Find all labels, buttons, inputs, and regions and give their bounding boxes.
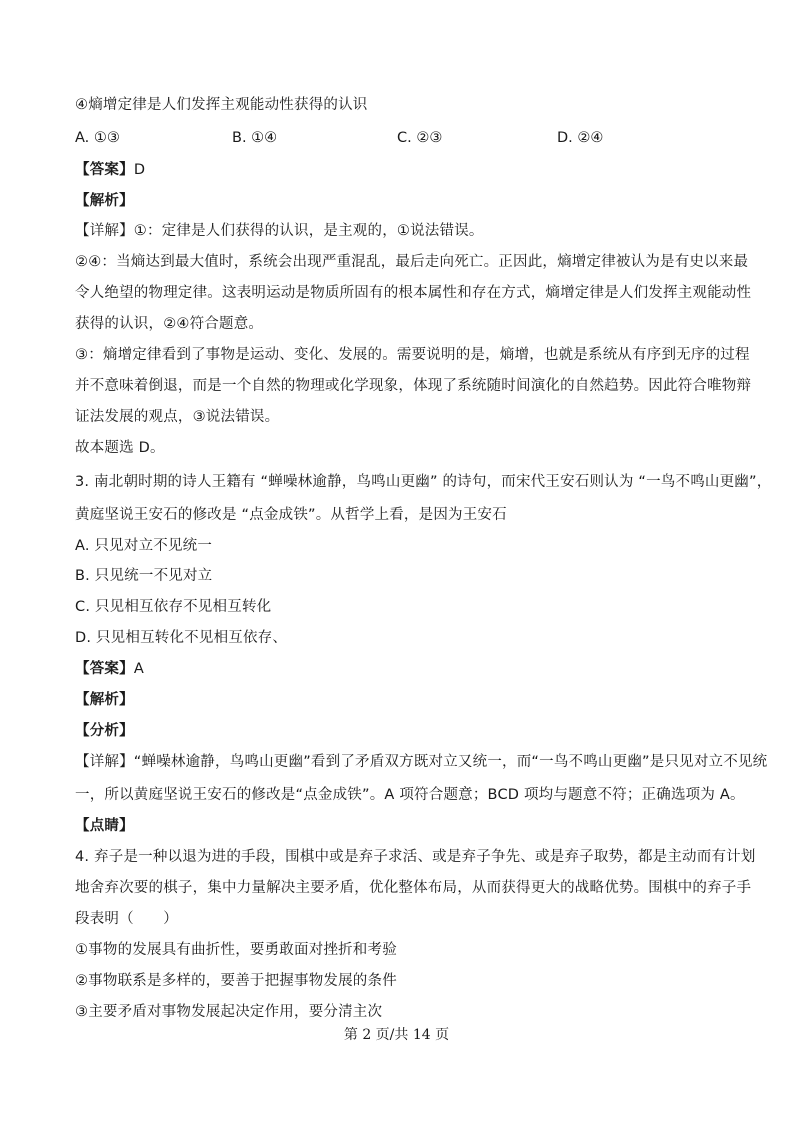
q3-option-c: C. 只见相互依存不见相互转化: [75, 599, 272, 615]
q3-answer-value: A: [133, 661, 144, 677]
q3-detail-line: 一，所以黄庭坚说王安石的修改是“点金成铁”。A 项符合题意；BCD 项均与题意不符；正确选项为 A。: [75, 787, 745, 803]
detail-line: 令人绝望的物理定律。这表明运动是物质所固有的根本属性和存在方式，熵增定律是人们发挥主观能动性: [75, 285, 752, 301]
q4-stem-line: 地舍弃次要的棋子，集中力量解决主要矛盾，优化整体布局，从而获得更大的战略优势。围棋中的弃子手: [75, 880, 752, 896]
q4-item-2: ②事物联系是多样的，要善于把握事物发展的条件: [75, 973, 397, 989]
page-number: 第 2 页/共 14 页: [343, 1027, 450, 1043]
detail-line: 获得的认识，②④符合题意。: [75, 316, 264, 332]
detail-line: ②④：当熵达到最大值时，系统会出现严重混乱，最后走向死亡。正因此，熵增定律被认为是有史以来最: [75, 254, 749, 270]
q3-stem-line: 黄庭坚说王安石的修改是 “点金成铁”。从哲学上看，是因为王安石: [75, 507, 507, 523]
q3-option-d: D. 只见相互转化不见相互依存、: [75, 630, 288, 646]
choice-d: D. ②④: [557, 130, 604, 146]
q3-dianjing-label: 【点睛】: [75, 818, 134, 834]
answer-label: 【答案】: [75, 162, 134, 178]
detail-line: 并不意味着倒退，而是一个自然的物理或化学现象，体现了系统随时间演化的自然趋势。因此符合唯物辩: [75, 378, 752, 394]
q3-option-a: A. 只见对立不见统一: [75, 538, 213, 554]
answer-line: [75, 160, 145, 180]
choice-a: A. ①③: [75, 130, 120, 146]
q3-stem-line: 3. 南北朝时期的诗人王籍有 “蝉噪林逾静，鸟鸣山更幽” 的诗句，而宋代王安石则认为 “一鸟不鸣山更幽”，: [75, 474, 772, 490]
q3-analysis-label: 【解析】: [75, 692, 134, 708]
answer-value: D: [133, 162, 146, 178]
prev-option-4: ④熵增定律是人们发挥主观能动性获得的认识: [75, 97, 368, 113]
detail-line: 证法发展的观点，③说法错误。: [75, 409, 280, 425]
detail-line: 【详解】①：定律是人们获得的认识，是主观的，①说法错误。: [75, 223, 484, 239]
conclusion-line: 故本题选 D。: [75, 440, 165, 456]
q3-detail-line: 【详解】“蝉噪林逾静，鸟鸣山更幽”看到了矛盾双方既对立又统一，而“一鸟不鸣山更幽”是只见对立不见统: [75, 754, 768, 770]
choice-b: B. ①④: [232, 130, 278, 146]
choice-c: C. ②③: [397, 130, 443, 146]
detail-line: ③：熵增定律看到了事物是运动、变化、发展的。需要说明的是，熵增，也就是系统从有序到无序的过程: [75, 347, 750, 363]
q3-option-b: B. 只见统一不见对立: [75, 568, 213, 584]
q4-item-3: ③主要矛盾对事物发展起决定作用，要分清主次: [75, 1004, 383, 1020]
q3-answer-line: [75, 659, 144, 679]
q4-stem-line: 4. 弃子是一种以退为进的手段，围棋中或是弃子求活、或是弃子争先、或是弃子取势，都是主动而有计划: [75, 849, 756, 865]
q3-fenxi-label: 【分析】: [75, 723, 134, 739]
q4-item-1: ①事物的发展具有曲折性，要勇敢面对挫折和考验: [75, 942, 397, 958]
q3-answer-label: 【答案】: [75, 661, 134, 677]
analysis-label: 【解析】: [75, 193, 134, 209]
q4-stem-line: 段表明（ ）: [75, 911, 178, 927]
